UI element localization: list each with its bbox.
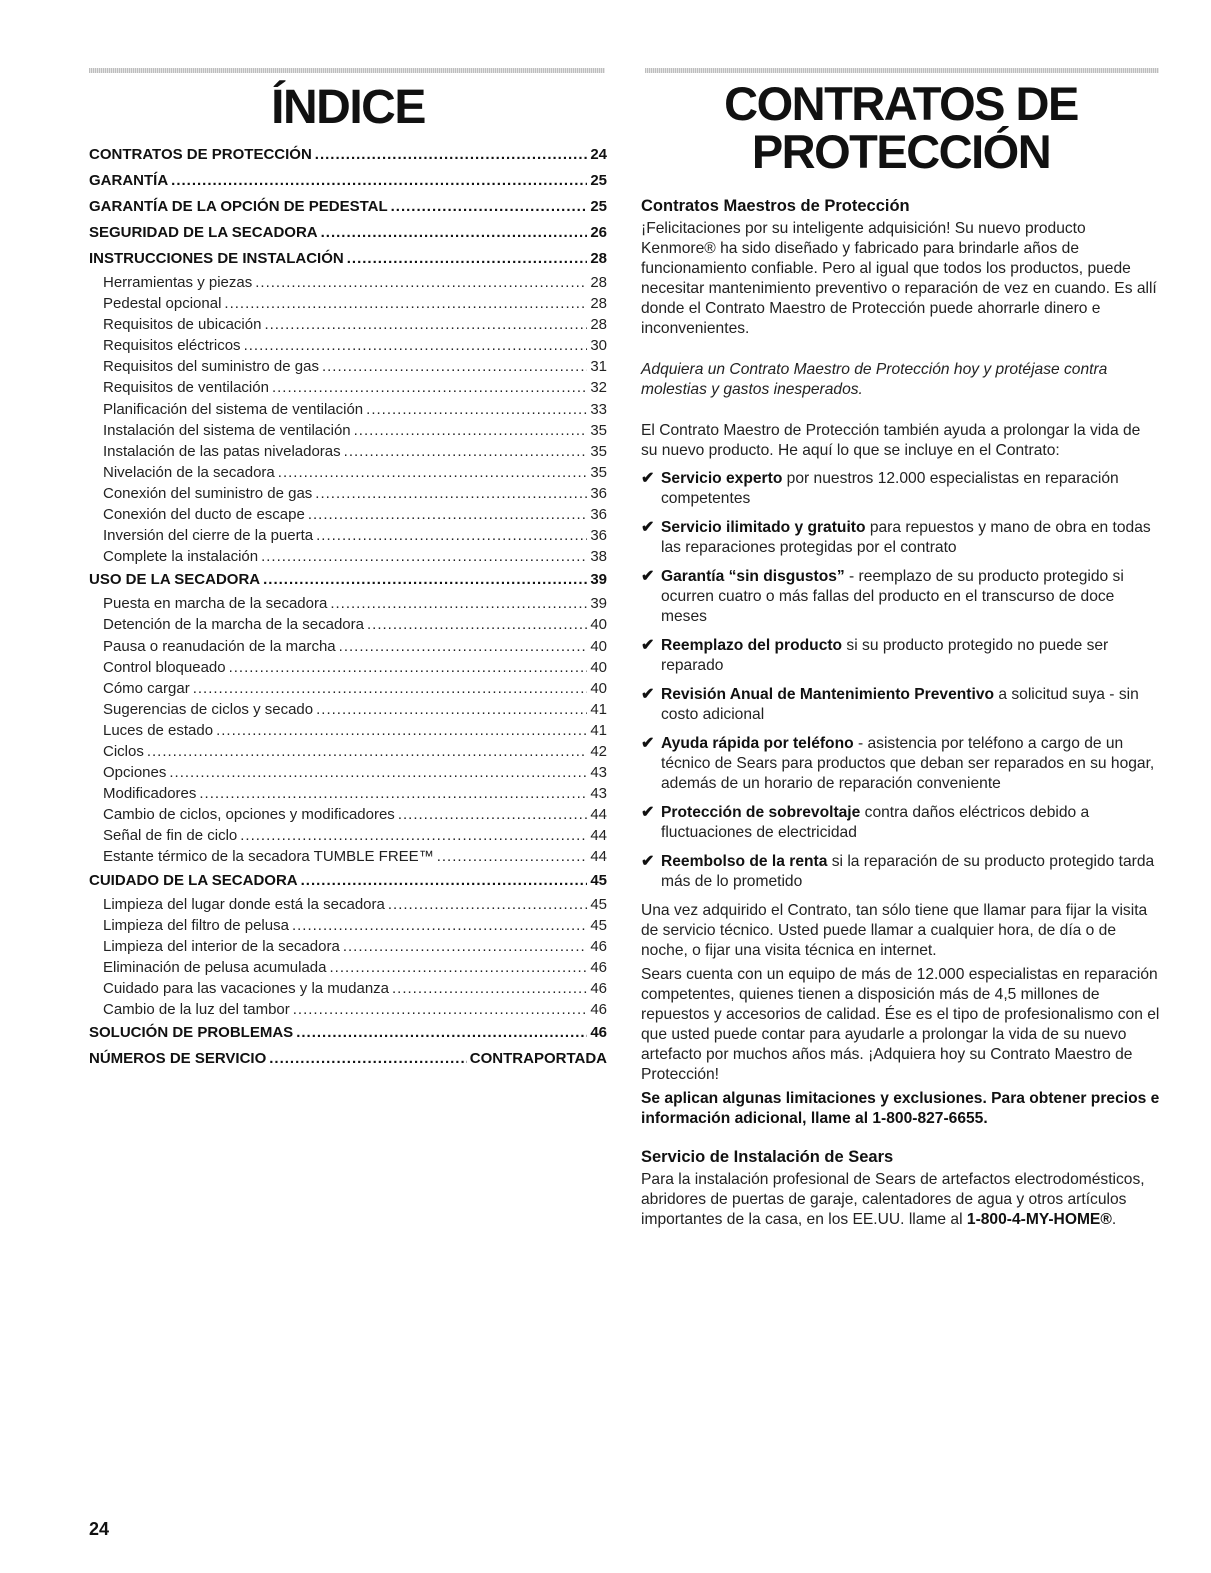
toc-dot-leader [264, 314, 587, 335]
toc-entry-page: 38 [590, 548, 607, 566]
toc-dot-leader [229, 657, 588, 678]
toc-subsection-entry [89, 957, 607, 978]
toc-entry-page: 46 [590, 1024, 607, 1042]
toc-entry-page: 28 [590, 316, 607, 334]
toc-dot-leader [244, 335, 588, 356]
toc-entry-label: Instalación del sistema de ventilación [103, 421, 351, 439]
toc-entry-page: 25 [590, 198, 607, 215]
toc-dot-leader [367, 614, 587, 635]
toc-subsection-entry [89, 314, 607, 335]
toc-subsection-entry [89, 462, 607, 483]
toc-entry-page: 40 [590, 679, 607, 697]
toc-entry-label: Eliminación de pelusa acumulada [103, 958, 327, 976]
toc-entry-page: 28 [590, 274, 607, 291]
index-title: ÍNDICE [271, 81, 425, 134]
toc-dot-leader [392, 978, 587, 999]
toc-entry-page: 40 [590, 616, 607, 634]
contracts-title [641, 77, 1161, 178]
toc-entry-page: 35 [590, 442, 607, 460]
toc-entry-label: Requisitos eléctricos [103, 337, 241, 355]
toc-section-entry [89, 220, 607, 246]
toc-entry-page: 44 [590, 806, 607, 824]
toc-dot-leader [216, 720, 587, 741]
benefit-description: por nuestros 12.000 especialistas en reparación competentes [661, 470, 1119, 507]
toc-subsection-entry [89, 894, 607, 915]
benefit-title: Servicio experto [661, 470, 783, 487]
toc-entry-page: 31 [590, 358, 607, 376]
toc-section-entry [89, 246, 607, 272]
toc-entry-label: Luces de estado [103, 721, 214, 739]
toc-entry-page: 26 [590, 224, 607, 241]
toc-dot-leader [224, 293, 587, 314]
toc-subsection-entry [89, 483, 607, 504]
toc-entry-page: 43 [590, 785, 607, 803]
toc-subsection-entry [89, 999, 607, 1020]
toc-subsection-entry [89, 525, 607, 546]
toc-dot-leader [330, 593, 587, 614]
toc-entry-label: Opciones [103, 764, 167, 782]
toc-dot-leader [321, 220, 588, 246]
toc-entry-page: 25 [590, 172, 607, 189]
toc-subsection-entry [89, 657, 607, 678]
toc-entry-page: 30 [590, 337, 607, 355]
sears-team-paragraph: Sears cuenta con un equipo de más de 12.000 especialistas en reparación competentes, quienes tienen a disposición más de 4,5 millones de repuestos y accesorios de calidad. Ése es el tipo de profesionalismo con el que usted puede contar para ayudarle a prolongar la vida de su nuevo artefacto por muchos años más. ¡Adquiera hoy su Contrato Maestro de Protección! [641, 966, 1160, 1083]
benefit-description: para repuestos y mano de obra en todas las reparaciones protegidas por el contrato [661, 519, 1151, 556]
toc-dot-leader [193, 678, 588, 699]
benefit-item [641, 518, 1161, 558]
benefit-description: - asistencia por teléfono a cargo de un técnico de Sears para productos que deban ser reparados en su hogar, además de un horario de reparación conveniente [661, 735, 1155, 792]
toc-subsection-entry [89, 335, 607, 356]
toc-entry-label: Limpieza del filtro de pelusa [103, 916, 289, 934]
toc-dot-leader [308, 504, 588, 525]
installation-text: Para la instalación profesional de Sears de artefactos electrodomésticos, abridores de puertas de garaje, calentadores de agua y otros artículos importantes de la casa, en los EE.UU. llame al [641, 1171, 1145, 1228]
toc-dot-leader [272, 377, 587, 398]
toc-entry-label: Pausa o reanudación de la marcha [103, 637, 336, 655]
benefit-title: Ayuda rápida por teléfono [661, 735, 854, 752]
toc-entry-label: USO DE LA SECADORA [89, 571, 261, 589]
toc-subsection-entry [89, 272, 607, 293]
toc-entry-page: 40 [590, 637, 607, 655]
master-contracts-heading: Contratos Maestros de Protección [641, 197, 910, 215]
benefit-item [641, 685, 1161, 725]
toc-entry-label: Requisitos de ventilación [103, 379, 269, 397]
contracts-title-line1: CONTRATOS DE [724, 77, 1078, 130]
toc-subsection-entry [89, 762, 607, 783]
toc-entry-page: 46 [590, 958, 607, 976]
benefit-item [641, 469, 1161, 509]
italic-note: Adquiera un Contrato Maestro de Protección hoy y protéjase contra molestias y gastos inesperados. [641, 361, 1108, 398]
toc-dot-leader [366, 399, 587, 420]
toc-dot-leader [329, 957, 587, 978]
checkmark-icon: ✔ [641, 568, 655, 585]
toc-subsection-entry [89, 399, 607, 420]
toc-section-entry [89, 1046, 607, 1072]
toc-entry-label: Estante térmico de la secadora TUMBLE FREE™ [103, 848, 434, 866]
benefit-item [641, 803, 1161, 843]
benefits-list [641, 469, 1161, 892]
checkmark-icon: ✔ [641, 735, 655, 752]
toc-entry-page: 28 [590, 295, 607, 313]
benefit-description: contra daños eléctricos debido a fluctuaciones de electricidad [661, 804, 1090, 841]
contracts-column [641, 77, 1161, 1230]
contracts-title-line2: PROTECCIÓN [751, 125, 1051, 178]
toc-entry-page: 44 [590, 848, 607, 866]
toc-entry-label: GARANTÍA DE LA OPCIÓN DE PEDESTAL [89, 198, 388, 215]
toc-entry-label: NÚMEROS DE SERVICIO [89, 1050, 267, 1068]
toc-dot-leader [354, 420, 588, 441]
checkmark-icon: ✔ [641, 853, 655, 870]
toc-dot-leader [261, 546, 587, 567]
toc-entry-label: Detención de la marcha de la secadora [103, 616, 364, 634]
toc-entry-page: 33 [590, 400, 607, 418]
toc-subsection-entry [89, 678, 607, 699]
toc-dot-leader [147, 741, 587, 762]
toc-entry-page: 39 [590, 571, 607, 589]
toc-section-entry [89, 142, 607, 168]
benefit-item [641, 567, 1161, 627]
toc-entry-label: Puesta en marcha de la secadora [103, 595, 328, 613]
toc-entry-page: 43 [590, 764, 607, 782]
toc-subsection-entry [89, 504, 607, 525]
installation-heading: Servicio de Instalación de Sears [641, 1148, 894, 1166]
toc-entry-page: 35 [590, 421, 607, 439]
toc-entry-page: 45 [590, 871, 607, 889]
benefit-description: a solicitud suya - sin costo adicional [661, 686, 1139, 723]
toc-entry-label: Sugerencias de ciclos y secado [103, 700, 314, 718]
toc-entry-page: 40 [590, 658, 607, 676]
toc-dot-leader [293, 999, 588, 1020]
toc-entry-label: Modificadores [103, 785, 197, 803]
limitations-notice: Se aplican algunas limitaciones y exclusiones. Para obtener precios e información adicional, llame al 1-800-827-6655. [641, 1090, 1160, 1127]
benefit-description: - reemplazo de su producto protegido si ocurren cuatro o más fallas del producto en el transcurso de doce meses [661, 568, 1124, 625]
toc-section-entry [89, 168, 607, 194]
benefit-title: Reemplazo del producto [661, 637, 843, 654]
toc-subsection-entry [89, 741, 607, 762]
toc-dot-leader [316, 525, 587, 546]
toc-entry-page: 41 [590, 700, 607, 718]
toc-section-entry [89, 194, 607, 220]
toc-subsection-entry [89, 804, 607, 825]
toc-entry-label: Nivelación de la secadora [103, 463, 275, 481]
checkmark-icon: ✔ [641, 686, 655, 703]
installation-phone: 1-800-4-MY-HOME® [966, 1211, 1112, 1228]
benefit-item [641, 636, 1161, 676]
toc-entry-page: 28 [590, 250, 607, 267]
toc-entry-label: Pedestal opcional [103, 295, 222, 313]
toc-entry-page: 45 [590, 916, 607, 934]
page-number: 24 [89, 1519, 110, 1539]
toc-dot-leader [263, 567, 587, 593]
toc-entry-page: 32 [590, 379, 607, 397]
toc-section-entry [89, 1020, 607, 1046]
toc-entry-label: CUIDADO DE LA SECADORA [89, 871, 298, 889]
toc-subsection-entry [89, 420, 607, 441]
toc-dot-leader [269, 1046, 467, 1072]
toc-dot-leader [315, 483, 587, 504]
toc-dot-leader [301, 868, 588, 894]
toc-subsection-entry [89, 377, 607, 398]
toc-entry-page: 41 [590, 721, 607, 739]
left-header-rule [89, 68, 605, 73]
checkmark-icon: ✔ [641, 637, 655, 654]
toc-entry-page: 42 [590, 742, 607, 760]
toc-section-entry [89, 567, 607, 593]
toc-subsection-entry [89, 915, 607, 936]
toc-subsection-entry [89, 699, 607, 720]
toc-entry-label: Instalación de las patas niveladoras [103, 442, 341, 460]
toc-entry-label: GARANTÍA [89, 172, 169, 189]
toc-entry-label: Ciclos [103, 742, 144, 760]
toc-entry-label: Complete la instalación [103, 548, 259, 566]
benefit-title: Protección de sobrevoltaje [661, 804, 861, 821]
benefit-item [641, 852, 1161, 892]
toc-subsection-entry [89, 356, 607, 377]
benefit-description: si su producto protegido no puede ser reparado [661, 637, 1109, 674]
benefit-title: Servicio ilimitado y gratuito [661, 519, 866, 536]
toc-dot-leader [437, 846, 588, 867]
toc-dot-leader [315, 142, 588, 168]
toc-entry-page: 36 [590, 506, 607, 524]
toc-entry-page: 36 [590, 484, 607, 502]
benefit-title: Garantía “sin disgustos” [661, 568, 845, 585]
toc-dot-leader [339, 636, 588, 657]
toc-entry-label: SEGURIDAD DE LA SECADORA [89, 224, 318, 241]
benefit-title: Revisión Anual de Mantenimiento Preventivo [661, 686, 995, 703]
toc-entry-page: 45 [590, 895, 607, 913]
toc-dot-leader [199, 783, 587, 804]
toc-entry-label: Cambio de ciclos, opciones y modificadores [103, 806, 395, 824]
toc-entry-page: 36 [590, 527, 607, 545]
toc-dot-leader [255, 272, 587, 293]
toc-dot-leader [344, 441, 588, 462]
toc-entry-label: CONTRATOS DE PROTECCIÓN [89, 146, 312, 163]
toc-subsection-entry [89, 936, 607, 957]
toc-entry-label: Inversión del cierre de la puerta [103, 527, 314, 545]
toc-entry-label: Limpieza del interior de la secadora [103, 937, 340, 955]
toc-dot-leader [296, 1020, 587, 1046]
toc-entry-label: Herramientas y piezas [103, 274, 253, 291]
toc-dot-leader [292, 915, 587, 936]
after-purchase-paragraph: Una vez adquirido el Contrato, tan sólo tiene que llamar para fijar la visita de servicio técnico. Usted puede llamar a cualquier hora, de día o de noche, o fijar una visita técnica en internet. [641, 902, 1148, 959]
toc-entry-label: Cómo cargar [103, 679, 190, 697]
right-header-rule [645, 68, 1159, 73]
toc-entry-label: Requisitos de ubicación [103, 316, 262, 334]
toc-entry-page: 39 [590, 595, 607, 613]
toc-subsection-entry [89, 441, 607, 462]
toc-entry-label: Conexión del suministro de gas [103, 484, 313, 502]
toc-entry-label: Señal de fin de ciclo [103, 827, 238, 845]
checkmark-icon: ✔ [641, 804, 655, 821]
toc-dot-leader [347, 246, 588, 272]
installation-paragraph [641, 1170, 1161, 1230]
benefit-title: Reembolso de la renta [661, 853, 828, 870]
toc-dot-leader [398, 804, 588, 825]
installation-end: . [1111, 1211, 1117, 1228]
checkmark-icon: ✔ [641, 519, 655, 536]
toc-subsection-entry [89, 846, 607, 867]
toc-subsection-entry [89, 978, 607, 999]
toc-entry-label: Limpieza del lugar donde está la secadora [103, 895, 385, 913]
toc-entry-label: SOLUCIÓN DE PROBLEMAS [89, 1024, 294, 1042]
toc-entry-label: Requisitos del suministro de gas [103, 358, 319, 376]
checkmark-icon: ✔ [641, 470, 655, 487]
toc-entry-page: 46 [590, 937, 607, 955]
toc-dot-leader [240, 825, 587, 846]
toc-dot-leader [388, 894, 587, 915]
toc-subsection-entry [89, 593, 607, 614]
toc-entry-page: 35 [590, 463, 607, 481]
toc-dot-leader [169, 762, 587, 783]
toc-entry-label: Conexión del ducto de escape [103, 506, 305, 524]
index-column [89, 80, 607, 1072]
toc-dot-leader [343, 936, 588, 957]
toc-entry-page: 44 [590, 827, 607, 845]
toc-dot-leader [171, 168, 587, 194]
toc-section-entry [89, 868, 607, 894]
toc-entry-label: Cuidado para las vacaciones y la mudanza [103, 979, 390, 997]
table-of-contents [89, 142, 607, 1072]
includes-intro: El Contrato Maestro de Protección también ayuda a prolongar la vida de su nuevo producto. He aquí lo que se incluye en el Contrato: [641, 422, 1141, 459]
benefit-description: si la reparación de su producto protegido tarda más de lo prometido [661, 853, 1155, 890]
toc-subsection-entry [89, 293, 607, 314]
toc-dot-leader [278, 462, 588, 483]
toc-entry-page: CONTRAPORTADA [469, 1050, 607, 1068]
toc-entry-label: Control bloqueado [103, 658, 226, 676]
toc-entry-label: INSTRUCCIONES DE INSTALACIÓN [89, 250, 344, 267]
toc-entry-label: Planificación del sistema de ventilación [103, 400, 364, 418]
toc-entry-page: 46 [590, 1001, 607, 1018]
toc-entry-page: 46 [590, 979, 607, 997]
toc-entry-page: 24 [590, 146, 607, 163]
toc-dot-leader [316, 699, 587, 720]
toc-subsection-entry [89, 783, 607, 804]
toc-subsection-entry [89, 546, 607, 567]
intro-paragraph: ¡Felicitaciones por su inteligente adquisición! Su nuevo producto Kenmore® ha sido diseñado y fabricado para brindarle años de funcionamiento confiable. Pero al igual que todos los productos, puede necesitar mantenimiento preventivo o reparación de vez en cuando. Es allí donde el Contrato Maestro de Protección puede ahorrarle dinero e inconvenientes. [641, 220, 1157, 337]
toc-entry-label: Cambio de la luz del tambor [103, 1001, 290, 1018]
toc-subsection-entry [89, 614, 607, 635]
toc-subsection-entry [89, 720, 607, 741]
toc-dot-leader [391, 194, 588, 220]
toc-subsection-entry [89, 636, 607, 657]
benefit-item [641, 734, 1161, 794]
toc-subsection-entry [89, 825, 607, 846]
toc-dot-leader [322, 356, 587, 377]
